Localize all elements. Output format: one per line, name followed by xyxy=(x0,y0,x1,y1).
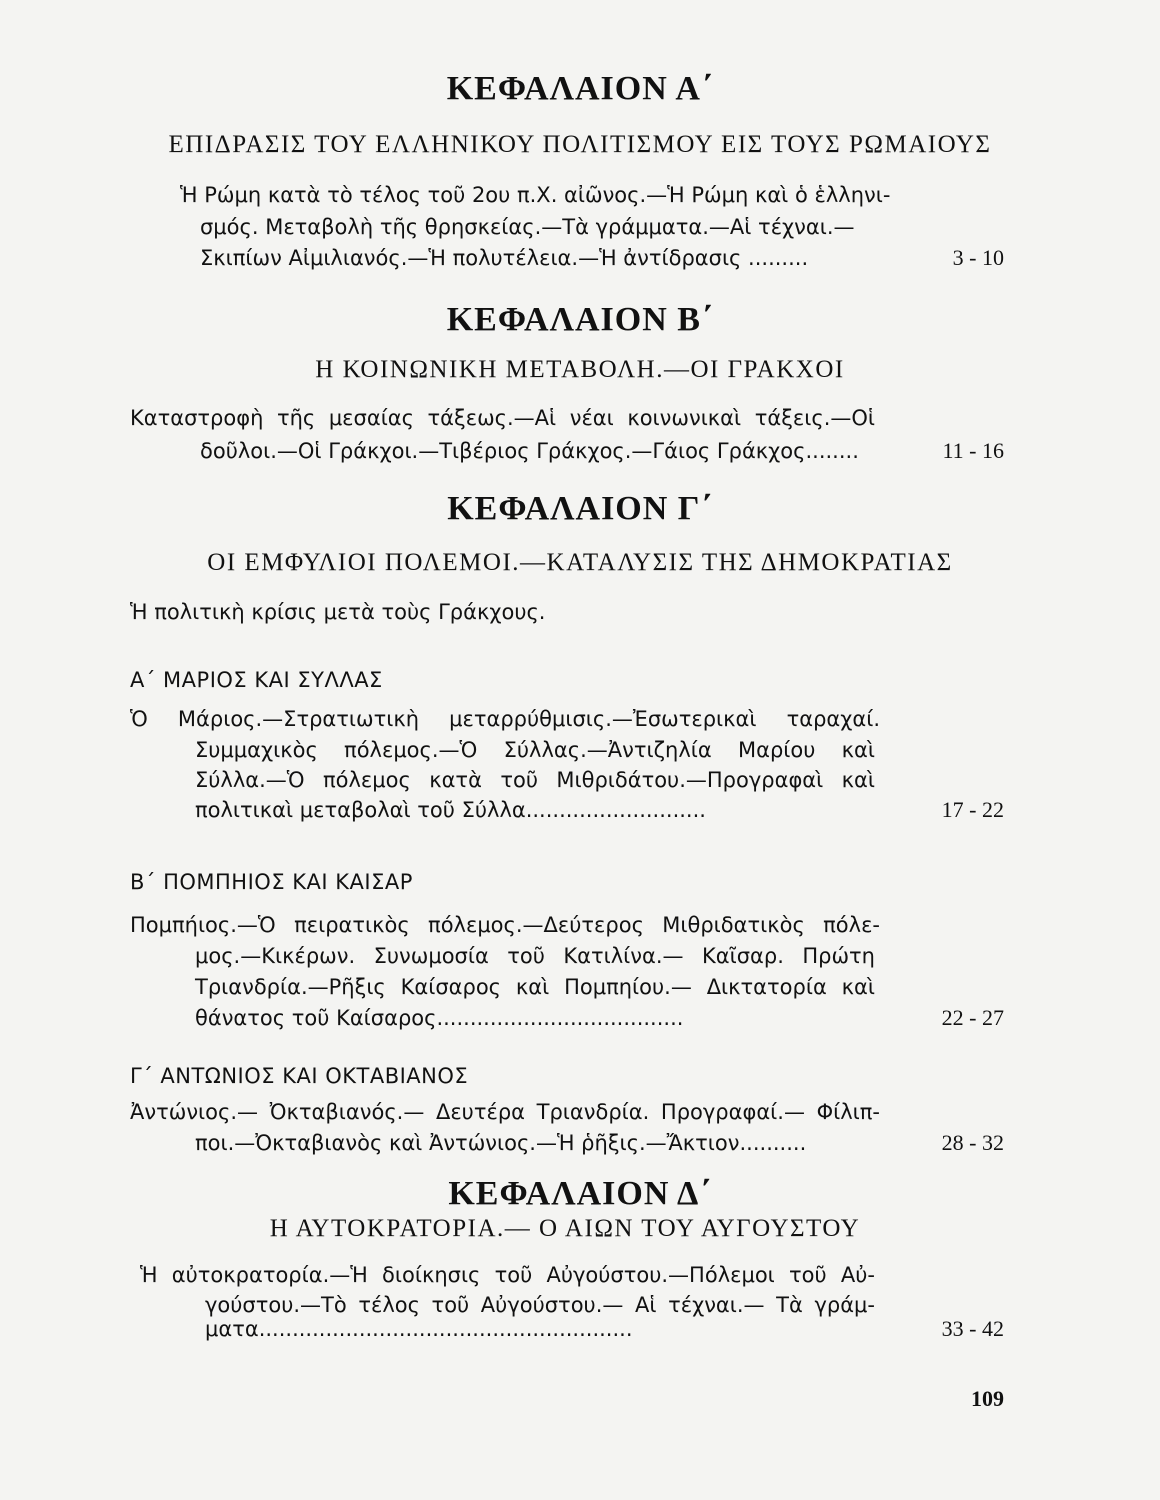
chapter-a-subtitle: ΕΠΙΔΡΑΣΙΣ ΤΟΥ ΕΛΛΗΝΙΚΟΥ ΠΟΛΙΤΙΣΜΟΥ ΕΙΣ ΤΟΥΣ ΡΩΜΑΙΟΥΣ xyxy=(168,131,992,158)
chapter-c-subtitle: ΟΙ ΕΜΦΥΛΙΟΙ ΠΟΛΕΜΟΙ.—ΚΑΤΑΛΥΣΙΣ ΤΗΣ ΔΗΜΟΚΡΑΤΙΑΣ xyxy=(207,549,953,576)
chapter-b-pages: 11 - 16 xyxy=(942,438,1004,463)
section-pages: 22 - 27 xyxy=(941,1005,1004,1030)
chapter-a-title: ΚΕΦΑΛΑΙΟΝ Α΄ xyxy=(446,70,714,107)
chapter-b-subtitle: Η ΚΟΙΝΩΝΙΚΗ ΜΕΤΑΒΟΛΗ.—ΟΙ ΓΡΑΚΧΟΙ xyxy=(315,356,845,383)
section-entry-line: μος.—Κικέρων. Συνωμοσία τοῦ Κατιλίνα.— Καῖσαρ. Πρώτη xyxy=(195,944,875,968)
chapter-d-title: ΚΕΦΑΛΑΙΟΝ Δ΄ xyxy=(448,1175,712,1212)
section-entry-line: Τριανδρία.—Ρῆξις Καίσαρος καὶ Πομπηίου.— Δικτατορία καὶ xyxy=(195,975,875,999)
chapter-d-entry-line: Ἡ αὐτοκρατορία.—Ἡ διοίκησις τοῦ Αὐγούστου.—Πόλεμοι τοῦ Αὐ- xyxy=(140,1263,875,1287)
chapter-b-entry-line: Καταστροφὴ τῆς μεσαίας τάξεως.—Αἱ νέαι κοινωνικαὶ τάξεις.—Οἱ xyxy=(130,406,875,430)
chapter-d-entry-line: γούστου.—Τὸ τέλος τοῦ Αὐγούστου.— Αἱ τέχναι.— Τὰ γράμ- xyxy=(205,1293,875,1317)
section-pages: 17 - 22 xyxy=(941,797,1004,822)
chapter-b-entry-line: δοῦλοι.—Οἱ Γράκχοι.—Τιβέριος Γράκχος.—Γάιος Γράκχος........ xyxy=(200,439,859,463)
chapter-b-title: ΚΕΦΑΛΑΙΟΝ Β΄ xyxy=(446,301,714,338)
chapter-c-title: ΚΕΦΑΛΑΙΟΝ Γ΄ xyxy=(447,490,713,527)
chapter-a-entry-line: Σκιπίων Αἰμιλιανός.—Ἡ πολυτέλεια.—Ἡ ἀντίδρασις ......... xyxy=(200,246,809,270)
section-entry-line: πολιτικαὶ μεταβολαὶ τοῦ Σύλλα........................... xyxy=(195,798,706,822)
section-heading: Α΄ ΜΑΡΙΟΣ ΚΑΙ ΣΥΛΛΑΣ xyxy=(130,668,383,692)
section-heading: Γ΄ ΑΝΤΩΝΙΟΣ ΚΑΙ ΟΚΤΑΒΙΑΝΟΣ xyxy=(130,1064,469,1088)
chapter-a-entry-line: Ἡ Ρώμη κατὰ τὸ τέλος τοῦ 2ου π.Χ. αἰῶνος.—Ἡ Ρώμη καὶ ὁ ἑλληνι- xyxy=(180,183,891,207)
section-entry-line: Συμμαχικὸς πόλεμος.—Ὁ Σύλλας.—Ἀντιζηλία Μαρίου καὶ xyxy=(195,738,875,762)
section-entry-line: Σύλλα.—Ὁ πόλεμος κατὰ τοῦ Μιθριδάτου.—Προγραφαὶ καὶ xyxy=(195,768,875,792)
page-number: 109 xyxy=(971,1386,1004,1411)
section-entry-line: Πομπήιος.—Ὁ πειρατικὸς πόλεμος.—Δεύτερος Μιθριδατικὸς πόλε- xyxy=(130,913,880,937)
chapter-a-pages: 3 - 10 xyxy=(952,245,1004,270)
section-entry-line: Ἀντώνιος.— Ὀκταβιανός.— Δευτέρα Τριανδρία. Προγραφαί.— Φίλιπ- xyxy=(130,1100,880,1124)
section-entry-line: θάνατος τοῦ Καίσαρος..................................... xyxy=(195,1006,684,1030)
chapter-d-pages: 33 - 42 xyxy=(941,1316,1004,1341)
section-pages: 28 - 32 xyxy=(941,1130,1004,1155)
chapter-d-subtitle: Η ΑΥΤΟΚΡΑΤΟΡΙΑ.— Ο ΑΙΩΝ ΤΟΥ ΑΥΓΟΥΣΤΟΥ xyxy=(269,1215,861,1242)
section-entry-line: Ὁ Μάριος.—Στρατιωτικὴ μεταρρύθμισις.—Ἐσωτερικαὶ ταραχαί. xyxy=(130,707,880,731)
chapter-c-intro: Ἡ πολιτικὴ κρίσις μετὰ τοὺς Γράκχους. xyxy=(130,600,546,624)
section-heading: Β΄ ΠΟΜΠΗΙΟΣ ΚΑΙ ΚΑΙΣΑΡ xyxy=(130,870,413,894)
section-entry-line: ποι.—Ὀκταβιανὸς καὶ Ἀντώνιος.—Ἡ ῥῆξις.—Ἄκτιον.......... xyxy=(195,1131,807,1155)
chapter-a-entry-line: σμός. Μεταβολὴ τῆς θρησκείας.—Τὰ γράμματα.—Αἱ τέχναι.— xyxy=(200,215,855,239)
chapter-d-entry-line: ματα........................................................ xyxy=(205,1317,633,1341)
